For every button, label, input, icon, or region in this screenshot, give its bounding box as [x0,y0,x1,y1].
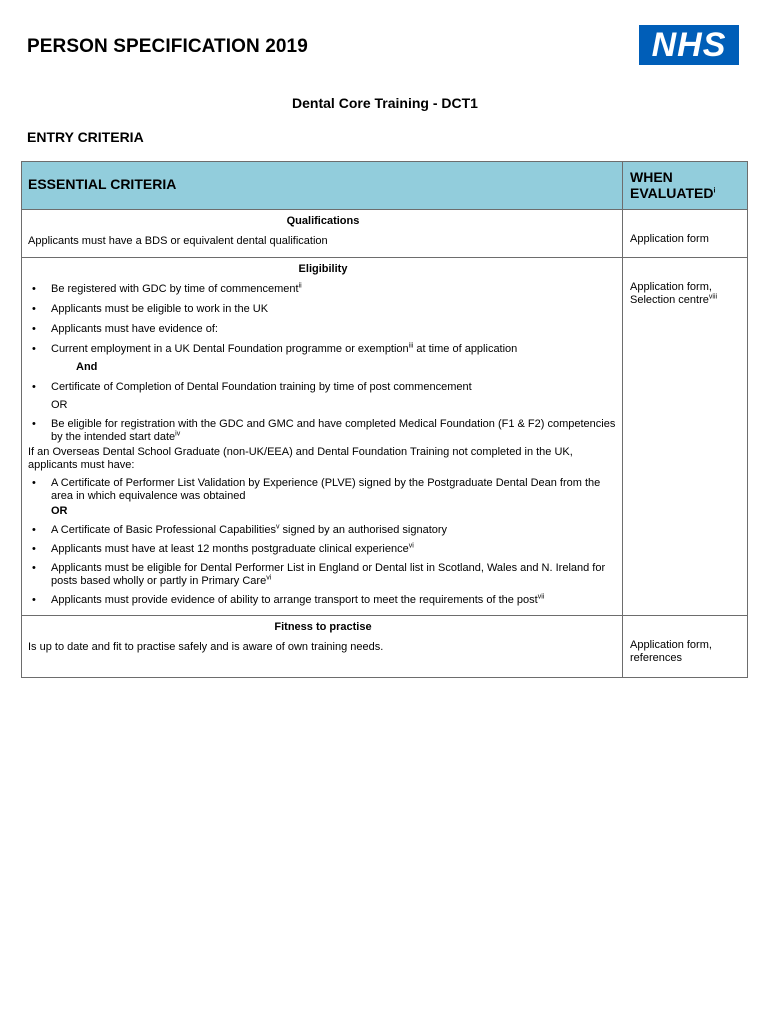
list-item: • Applicants must provide evidence of ability to arrange transport to meet the requirements of the post$^{vii}$ [28,594,618,607]
page-title: PERSON SPECIFICATION 2019 [27,36,308,57]
criteria-table [21,161,748,678]
fitness-evaluated-text: Application form, references [630,639,712,664]
qualifications-text: Applicants must have a BDS or equivalent dental qualification [28,235,328,247]
essential-criteria-header: ESSENTIAL CRITERIA [22,162,623,209]
list-item: • A Certificate of Basic Professional Capabilities$^v$ signed by an authorised signatory [28,524,618,537]
list-item: • Current employment in a UK Dental Foundation programme or exemption$^{iii}$ at time of application [28,343,618,356]
list-item: • Applicants must be eligible for Dental Performer List in England or Dental list in Scotland, Wales and N. Ireland for posts based wholly or partly in Primary Care$^{vi}$ [28,562,618,588]
eligibility-list-2 [28,381,618,394]
eligibility-list-4 [28,477,618,503]
list-item: • Be registered with GDC by time of commencement$^{ii}$ [28,283,618,296]
or-connector: OR [51,399,68,411]
when-evaluated-footnote: i [713,187,716,195]
eligibility-criteria [22,258,623,615]
eligibility-section [22,258,747,616]
table-header-row [22,162,747,210]
eligibility-list-3 [28,418,618,444]
list-item: • Be eligible for registration with the GDC and GMC and have completed Medical Foundation (F1 & F2) competencies by the intended start date$^{iv}$ [28,418,618,444]
eligibility-list [28,283,618,356]
or-connector-2: OR [51,505,68,517]
eligibility-evaluated-line2: Selection centre$^{viii}$ [630,293,718,306]
eligibility-evaluated [623,258,747,615]
qualifications-criteria [22,210,623,257]
qualifications-section [22,210,747,258]
and-connector: And [76,361,98,373]
fitness-title: Fitness to practise [274,621,372,633]
list-item: • A Certificate of Performer List Validation by Experience (PLVE) signed by the Postgraduate Dental Dean from the area in which equivalence was obtained [28,477,618,503]
fitness-text: Is up to date and fit to practise safely and is aware of own training needs. [28,641,384,653]
fitness-section [22,616,747,677]
eligibility-evaluated-line1: Application form, [630,281,712,293]
list-item: • Applicants must have evidence of: [28,323,618,336]
list-item: • Applicants must be eligible to work in the UK [28,303,618,316]
eligibility-title: Eligibility [298,263,348,275]
nhs-logo: NHS [639,25,739,65]
fitness-evaluated [623,616,747,677]
qualifications-evaluated [623,210,747,257]
overseas-text: If an Overseas Dental School Graduate (non-UK/EEA) and Dental Foundation Training not completed in the UK, applicants must have: [28,446,573,471]
qualifications-title: Qualifications [286,215,360,227]
qualifications-evaluated-text: Application form [630,233,709,245]
list-item: • Applicants must have at least 12 months postgraduate clinical experience$^{vi}$ [28,543,618,556]
when-evaluated-header [623,162,747,209]
fitness-criteria [22,616,623,677]
document-subtitle: Dental Core Training - DCT1 [292,95,478,111]
when-evaluated-label: WHEN EVALUATED [630,169,714,201]
eligibility-list-5 [28,524,618,607]
list-item: • Certificate of Completion of Dental Foundation training by time of post commencement [28,381,618,394]
entry-criteria-heading: ENTRY CRITERIA [27,129,144,145]
